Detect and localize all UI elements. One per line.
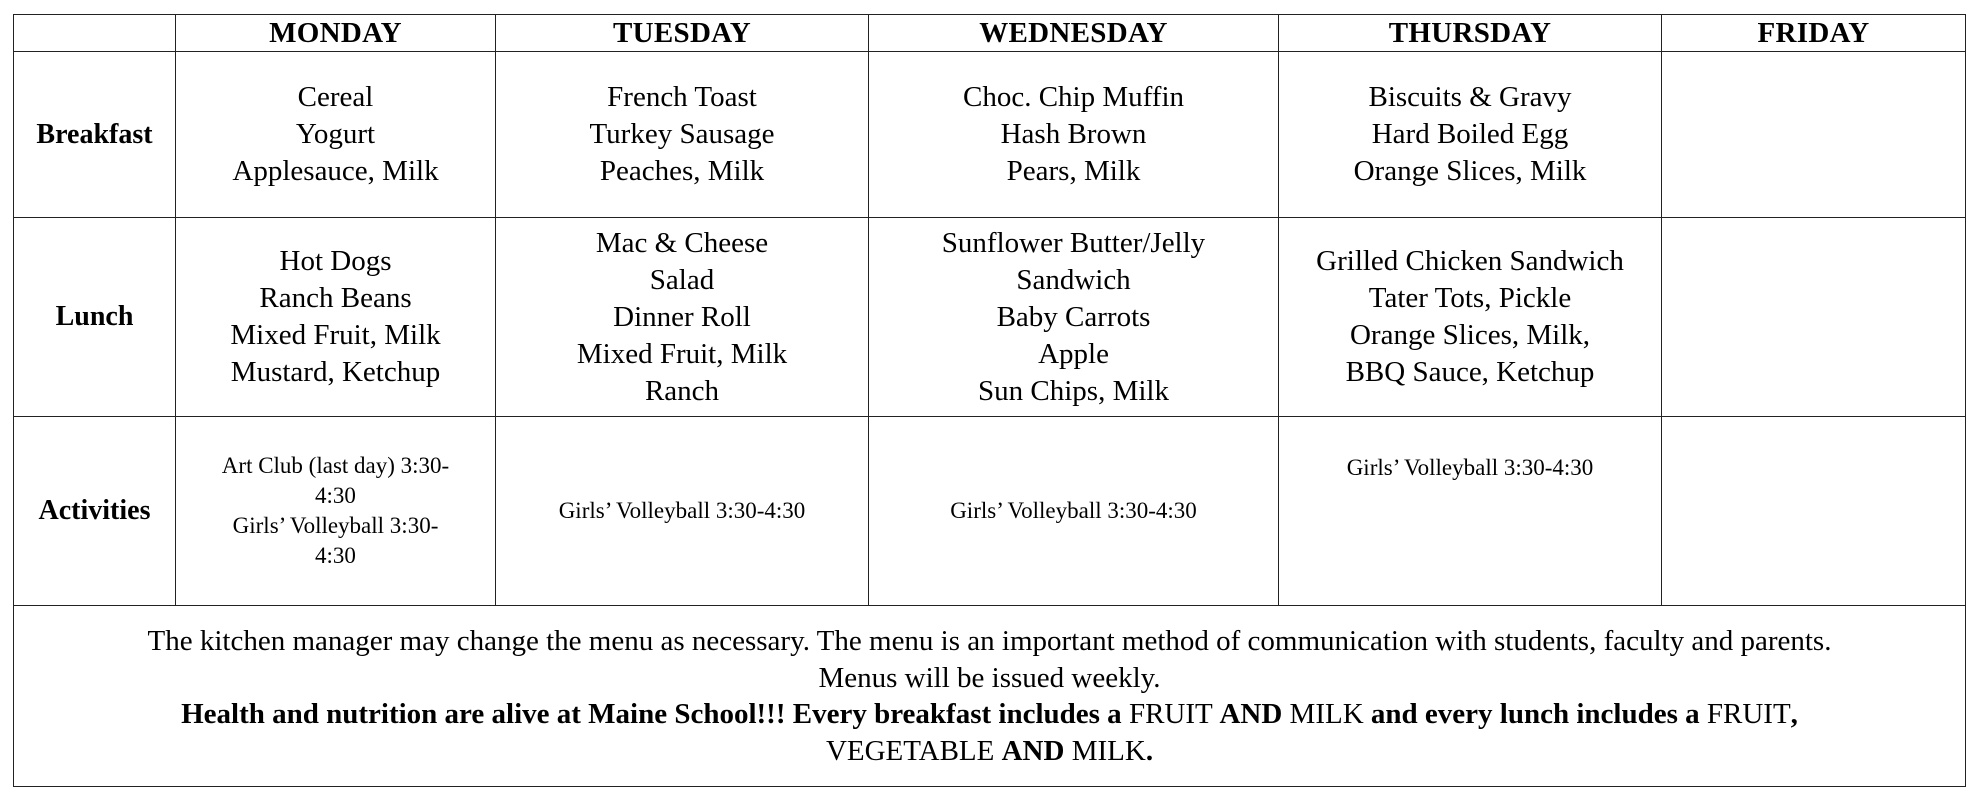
menu-item: Apple [1038, 337, 1109, 370]
menu-item: Mac & Cheese [595, 226, 769, 259]
lunch-friday [1662, 218, 1966, 417]
menu-item: Dinner Roll [613, 300, 751, 333]
menu-item: Hot Dogs [279, 245, 392, 277]
menu-item: Grilled Chicken Sandwich [1316, 245, 1624, 277]
row-label-activities: Activities [14, 417, 176, 606]
nutrition-text: MILK [1282, 698, 1371, 730]
corner-cell [14, 15, 176, 52]
nutrition-text: , [1790, 698, 1798, 730]
lunch-thursday [1279, 218, 1662, 417]
breakfast-thursday [1279, 52, 1662, 218]
day-header-wednesday: WEDNESDAY [869, 15, 1279, 52]
footer-row [14, 606, 1966, 787]
nutrition-text: AND [1219, 698, 1283, 730]
activities-monday [176, 417, 496, 606]
nutrition-text: and every lunch includes a [1370, 698, 1707, 730]
lunch-monday [176, 218, 496, 417]
breakfast-friday [1662, 52, 1966, 218]
menu-item: Ranch [644, 374, 720, 407]
nutrition-text: MILK [1064, 734, 1146, 767]
nutrition-text: VEGETABLE [825, 734, 1002, 767]
day-header-tuesday: TUESDAY [496, 15, 869, 52]
menu-item: Orange Slices, Milk, [1349, 319, 1590, 351]
menu-item: Tater Tots, Pickle [1368, 282, 1572, 314]
header-row [14, 15, 1966, 52]
footer-line-weekly: Menus will be issued weekly. [818, 661, 1161, 694]
nutrition-text: FRUIT [1128, 698, 1220, 730]
activity-item: 4:30 [315, 483, 356, 508]
menu-item: Sun Chips, Milk [978, 374, 1169, 407]
menu-item: Turkey Sausage [589, 118, 775, 150]
breakfast-row [14, 52, 1966, 218]
activity-item: Girls’ Volleyball 3:30-4:30 [558, 498, 806, 523]
menu-item: Pears, Milk [1006, 155, 1141, 187]
menu-item: Salad [649, 263, 715, 296]
footer-notice [14, 606, 1966, 787]
activity-item: Girls’ Volleyball 3:30- [232, 513, 439, 538]
menu-item: Sandwich [1016, 263, 1131, 296]
activity-item: Art Club (last day) 3:30- [221, 453, 450, 478]
menu-item: Cereal [297, 81, 374, 113]
breakfast-tuesday [496, 52, 869, 218]
menu-item: Ranch Beans [259, 282, 412, 314]
menu-item: Peaches, Milk [599, 155, 765, 187]
breakfast-monday [176, 52, 496, 218]
footer-line-menu-change: The kitchen manager may change the menu as necessary. The menu is an important method of communication with students, faculty and parents. [147, 625, 1832, 657]
menu-item: Mixed Fruit, Milk [576, 337, 788, 370]
nutrition-text: FRUIT [1706, 698, 1791, 730]
day-header-monday: MONDAY [176, 15, 496, 52]
nutrition-text: AND [1001, 734, 1065, 767]
menu-item: Biscuits & Gravy [1368, 81, 1572, 113]
lunch-wednesday [869, 218, 1279, 417]
activity-item: 4:30 [315, 543, 356, 568]
nutrition-text: . [1145, 734, 1154, 767]
menu-item: Orange Slices, Milk [1353, 155, 1587, 187]
lunch-tuesday [496, 218, 869, 417]
menu-item: Sunflower Butter/Jelly [941, 226, 1206, 259]
menu-item: French Toast [607, 81, 757, 113]
footer-nutrition-statement [14, 696, 1965, 733]
menu-item: Choc. Chip Muffin [963, 81, 1184, 113]
activities-friday [1662, 417, 1966, 606]
activities-row [14, 417, 1966, 606]
row-label-breakfast: Breakfast [14, 52, 176, 218]
menu-item: Hard Boiled Egg [1371, 118, 1569, 150]
menu-item: Applesauce, Milk [232, 155, 439, 187]
activities-thursday [1279, 417, 1662, 606]
activity-item: Girls’ Volleyball 3:30-4:30 [1346, 455, 1594, 480]
menu-item: Mustard, Ketchup [230, 356, 441, 388]
menu-item: Hash Brown [1000, 118, 1147, 150]
menu-item: Yogurt [295, 118, 376, 150]
row-label-lunch: Lunch [14, 218, 176, 417]
footer-nutrition-statement-cont [14, 733, 1965, 770]
nutrition-text: Health and nutrition are alive at Maine School!!! Every breakfast includes a [181, 698, 1129, 730]
activities-tuesday [496, 417, 869, 606]
menu-item: Baby Carrots [996, 300, 1151, 333]
lunch-row [14, 218, 1966, 417]
activities-wednesday [869, 417, 1279, 606]
day-header-thursday: THURSDAY [1279, 15, 1662, 52]
breakfast-wednesday [869, 52, 1279, 218]
menu-item: BBQ Sauce, Ketchup [1345, 356, 1595, 388]
day-header-friday: FRIDAY [1662, 15, 1966, 52]
menu-item: Mixed Fruit, Milk [230, 319, 441, 351]
activity-item: Girls’ Volleyball 3:30-4:30 [950, 498, 1197, 523]
weekly-menu-table [13, 14, 1966, 787]
